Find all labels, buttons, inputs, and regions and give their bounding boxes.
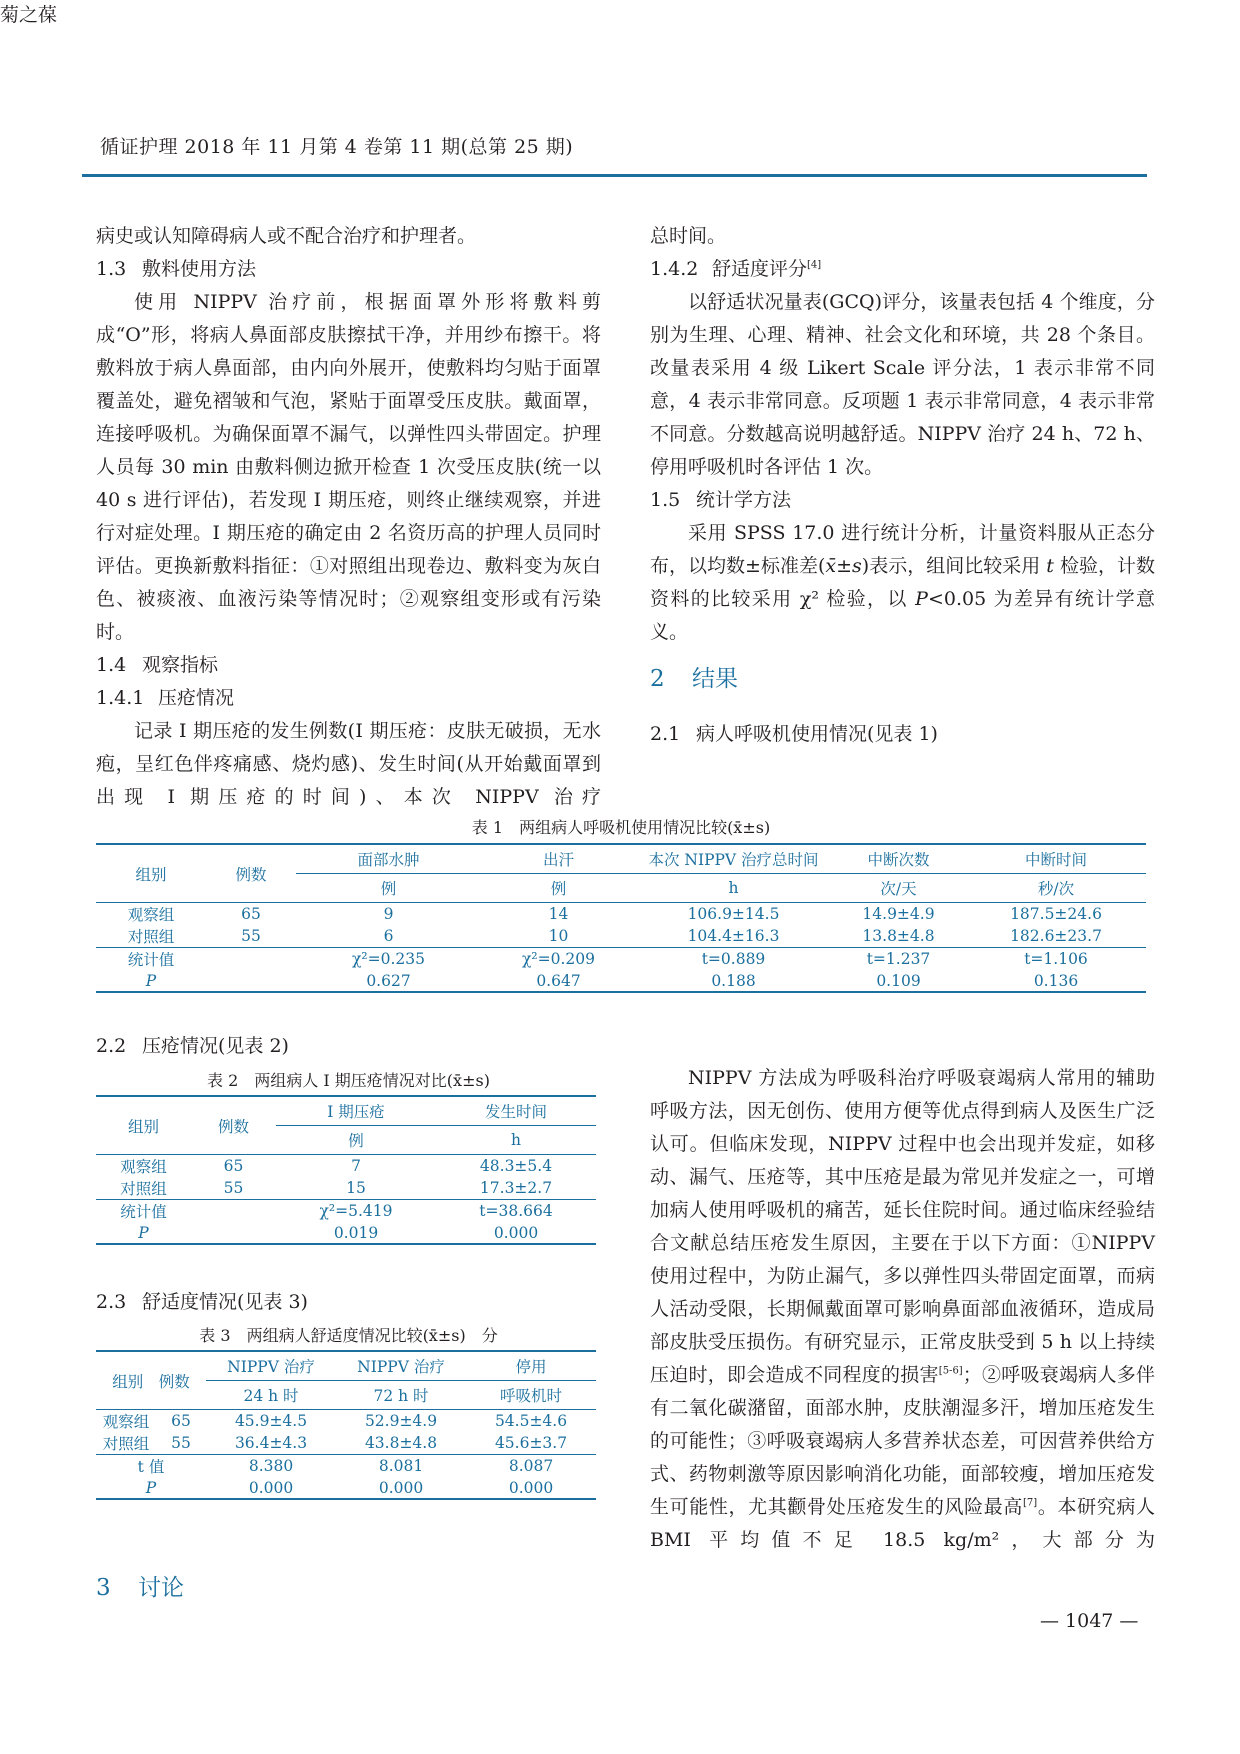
paragraph: 病史或认知障碍病人或不配合治疗和护理者。 [96,225,477,247]
left-column-top [96,220,601,814]
table1 [96,843,1146,993]
section-2-2-heading: 2.2 压疮情况(见表 2) [96,1035,289,1057]
table-row-p: P 0.000 0.000 0.000 [96,1477,596,1499]
table1-header: 面部水肿 [296,844,481,874]
table1-header: 中断时间 [966,844,1146,874]
citation: [4] [807,259,822,271]
table-row: 观察组 65 7 48.3±5.4 [96,1155,596,1178]
page-number: — 1047 — [1040,1610,1139,1632]
table3: 组别 例数 NIPPV 治疗 NIPPV 治疗 停用 24 h 时 72 h 时 呼吸机时 观察组 65 45.9±4.5 52.9±4.9 54.5±4.6 对照组 55 36.4±4.3 43.8±4.8 45.6±3.7 t 值 8.380 8.081 8.087 P 0.000 0.000 0.000 [96,1350,596,1500]
right-column-top [650,220,1155,751]
section-2-1-heading: 2.1 病人呼吸机使用情况(见表 1) [650,723,938,745]
section-2-heading: 2 结果 [650,666,738,692]
table-row: 观察组 65 9 14 106.9±14.5 14.9±4.9 187.5±24.6 [96,903,1146,926]
paragraph-dressing-method: 使用 NIPPV 治疗前，根据面罩外形将敷料剪成“O”形，将病人鼻面部皮肤擦拭干净，并用纱布擦干。将敷料放于病人鼻面部，由内向外展开，使敷料均匀贴于面罩覆盖处，避免褶皱和气泡，紧贴于面罩受压皮肤。戴面罩，连接呼吸机。为确保面罩不漏气，以弹性四头带固定。护理人员每 30 min 由敷料侧边掀开检查 1 次受压皮肤(统一以 40 s 进行评估)，若发现 Ⅰ 期压疮，则终止继续观察，并进行对症处理。Ⅰ 期压疮的确定由 2 名资历高的护理人员同时评估。更换新敷料指征：①对照组出现卷边、敷料变为灰白色、被痰液、血液污染等情况时；②观察组变形或有污染时。 [96,291,601,643]
table-row-p: P 0.019 0.000 [96,1222,596,1244]
section-3-heading: 3 讨论 [96,1575,184,1601]
paragraph-comfort-scale: 以舒适状况量表(GCQ)评分，该量表包括 4 个维度，分别为生理、心理、精神、社会文化和环境，共 28 个条目。改量表采用 4 级 Likert Scale 评分法，1 表示非常不同意，4 表示非常同意。反项题 1 表示非常同意，4 表示非常不同意。分数越高说明越舒适。NIPPV 治疗 24 h、72 h、停用呼吸机时各评估 1 次。 [650,291,1155,478]
table1-caption: 表 1 两组病人呼吸机使用情况比较(x̄±s) [471,818,771,837]
citation: [7] [1023,1497,1038,1509]
table1-unit: 次/天 [880,880,917,898]
table1-unit: 秒/次 [1037,880,1075,898]
paragraph-pressure-sore: 记录 Ⅰ 期压疮的发生例数(Ⅰ 期压疮：皮肤无破损，无水疱，呈红色伴疼痛感、烧灼感)、发生时间(从开始戴面罩到出现 I 期压疮的时间)、本次 NIPPV 治疗 [96,720,601,808]
table-row: 观察组 65 45.9±4.5 52.9±4.9 54.5±4.6 [96,1410,596,1433]
table1-unit: h [728,879,739,897]
table1-header-n: 例数 [206,844,296,903]
header-rule [82,174,1147,177]
section-1-4-heading: 1.4 观察指标 [96,654,219,676]
section-2-3 [96,1286,601,1319]
table-row: 对照组 55 6 10 104.4±16.3 13.8±4.8 182.6±23.7 [127,927,1102,946]
section-3 [96,1572,601,1605]
section-1-4-2-heading: 1.4.2 舒适度评分[4] [650,258,822,280]
section-2-3-heading: 2.3 舒适度情况(见表 3) [96,1291,308,1313]
table2: 组别 例数 Ⅰ 期压疮 发生时间 例 h 观察组 65 7 48.3±5.4 对照组 55 15 17.3±2.7 统计值 χ²=5.419 t=38.664 P 0.019 0.000 [96,1095,596,1245]
section-1-4-1-heading: 1.4.1 压疮情况 [96,687,235,709]
citation: [5-6] [938,1365,963,1377]
discussion [650,1062,1155,1557]
table-row-stat: 统计值 χ²=5.419 t=38.664 [96,1200,596,1223]
table-row-t: t 值 8.380 8.081 8.087 [96,1455,596,1478]
section-1-5-heading: 1.5 统计学方法 [650,489,792,511]
table1-header: 本次 NIPPV 治疗总时间 [636,844,831,874]
paragraph-discussion: NIPPV 方法成为呼吸科治疗呼吸衰竭病人常用的辅助呼吸方法，因无创伤、使用方便等优点得到病人及医生广泛认可。但临床发现，NIPPV 过程中也会出现并发症，如移动、漏气、压疮等，其中压疮是最为常见并发症之一，可增加病人使用呼吸机的痛苦，延长住院时间。通过临床经验结合文献总结压疮发生原因，主要在于以下方面：①NIPPV 使用过程中，为防止漏气，多以弹性四头带固定面罩，而病人活动受限，长期佩戴面罩可影响鼻面部血液循环，造成局部皮肤受压损伤。有研究显示，正常皮肤受到 5 h 以上持续压迫时，即会造成不同程度的损害[5-6]；②呼吸衰竭病人多伴有二氧化碳潴留，面部水肿，皮肤潮湿多汗，增加压疮发生的可能性；③呼吸衰竭病人多营养状态差，可因营养供给方式、药物刺激等原因影响消化功能，面部较瘦，增加压疮发生可能性，尤其颧骨处压疮发生的风险最高[7]。本研究病人 BMI 平均值不足 18.5 kg/m²，大部分为 [650,1067,1155,1551]
table1-unit: 例 [550,880,567,898]
table1-header: 出汗 [481,844,636,874]
section-1-3-heading: 1.3 敷料使用方法 [96,258,257,280]
table2-caption: 表 2 两组病人 Ⅰ 期压疮情况对比(x̄±s) [207,1071,490,1090]
watermark: 菊之葆 [0,4,58,26]
table-row-p: P 0.627 0.647 0.188 0.109 0.136 [96,970,1146,992]
journal-header: 循证护理 2018 年 11 月第 4 卷第 11 期(总第 25 期) [100,136,574,158]
table1-unit: 例 [380,880,397,898]
table-row: 对照组 55 36.4±4.3 43.8±4.8 45.6±3.7 [102,1434,568,1453]
table-row: 对照组 55 15 17.3±2.7 [120,1179,553,1198]
paragraph-statistics: 采用 SPSS 17.0 进行统计分析，计量资料服从正态分布，以均数±标准差(x̄±s)表示，组间比较采用 t 检验，计数资料的比较采用 χ² 检验，以 P<0.05 为差异有统计学意义。 [650,522,1156,643]
table1-header: 中断次数 [831,844,966,874]
table3-caption: 表 3 两组病人舒适度情况比较(x̄±s) 分 [199,1326,498,1345]
section-2-2 [96,1030,601,1063]
table1-header-group: 组别 [96,844,206,903]
table-row-stat: 统计值 χ²=0.235 χ²=0.209 t=0.889 t=1.237 t=1.106 [96,948,1146,971]
paragraph: 总时间。 [650,225,727,247]
